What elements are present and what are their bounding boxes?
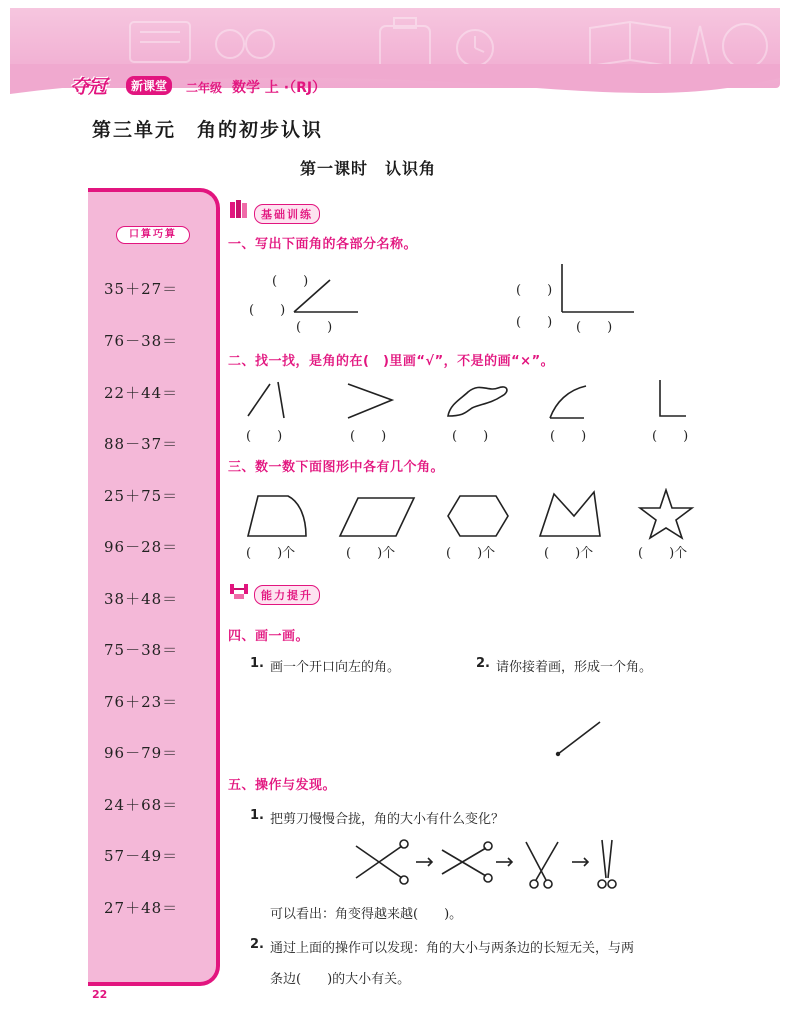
q5-item2-line1: 通过上面的操作可以发现：角的大小与两条边的长短无关，与两 <box>270 941 635 956</box>
question-1-title: 一、写出下面角的各部分名称。 <box>228 237 418 252</box>
question-4-title: 四、画一画。 <box>228 629 310 644</box>
brand-series: 新课堂 <box>126 76 172 95</box>
oral-calculation-tag: 口算巧算 <box>116 226 190 244</box>
q3-blank[interactable]: ( )个 <box>446 546 496 561</box>
grade-label: 二年级 <box>186 81 223 95</box>
q5-item2-line2: 条边( )的大小有关。 <box>270 972 411 987</box>
q3-blank[interactable]: ( )个 <box>246 546 296 561</box>
calc-item: 96－28＝ <box>104 538 179 556</box>
page-number: 22 <box>92 988 108 1001</box>
q1-blank-vertex-2[interactable]: ( ) <box>516 315 553 330</box>
oral-calculation-sidebar <box>88 188 220 986</box>
calc-item: 96－79＝ <box>104 744 179 762</box>
q3-blank[interactable]: ( )个 <box>346 546 396 561</box>
q2-blank[interactable]: ( ) <box>652 429 689 444</box>
page-header <box>10 8 780 108</box>
q4-item1-number: 1. <box>250 656 264 671</box>
calc-item: 57－49＝ <box>104 847 179 865</box>
q2-blank[interactable]: ( ) <box>452 429 489 444</box>
calc-item: 88－37＝ <box>104 435 179 453</box>
calc-item: 24＋68＝ <box>104 796 179 814</box>
calc-item: 25＋75＝ <box>104 487 179 505</box>
q3-blank[interactable]: ( )个 <box>638 546 688 561</box>
basic-training-tag: 基础训练 <box>254 204 320 224</box>
lesson-title: 第一课时 认识角 <box>300 159 437 178</box>
books-icon <box>228 198 250 220</box>
q2-blank[interactable]: ( ) <box>550 429 587 444</box>
q1-blank-vertex-top[interactable]: ( ) <box>272 274 309 289</box>
q1-blank-side-2[interactable]: ( ) <box>516 283 553 298</box>
scissors-sequence <box>350 838 630 892</box>
calc-item: 75－38＝ <box>104 641 179 659</box>
unit-title: 第三单元 角的初步认识 <box>92 119 324 141</box>
q4-item2: 请你接着画，形成一个角。 <box>496 660 653 675</box>
ability-improvement-tag: 能力提升 <box>254 585 320 605</box>
subject-label: 数学 上 ·（RJ） <box>232 80 327 96</box>
question-5-title: 五、操作与发现。 <box>228 778 337 793</box>
brand-name: 夺冠 <box>70 76 107 98</box>
q5-item1: 把剪刀慢慢合拢，角的大小有什么变化？ <box>270 812 505 827</box>
calc-item: 38＋48＝ <box>104 590 179 608</box>
calc-item: 76－38＝ <box>104 332 179 350</box>
q4-item1: 画一个开口向左的角。 <box>270 660 401 675</box>
calc-item: 22＋44＝ <box>104 384 179 402</box>
dumbbell-icon <box>228 578 250 600</box>
calc-item: 27＋48＝ <box>104 899 179 917</box>
question-2-title: 二、找一找，是角的在( )里画“√”，不是的画“×”。 <box>228 354 555 369</box>
q3-blank[interactable]: ( )个 <box>544 546 594 561</box>
q2-blank[interactable]: ( ) <box>246 429 283 444</box>
q4-start-ray <box>552 718 604 760</box>
q2-blank[interactable]: ( ) <box>350 429 387 444</box>
q5-conclusion: 可以看出：角变得越来越( )。 <box>270 907 463 922</box>
q5-item1-number: 1. <box>250 808 264 823</box>
q1-blank-side[interactable]: ( ) <box>296 320 333 335</box>
q5-item2-number: 2. <box>250 937 264 952</box>
calc-item: 76＋23＝ <box>104 693 179 711</box>
q2-shapes <box>240 378 710 426</box>
q1-blank-side-3[interactable]: ( ) <box>576 320 613 335</box>
calc-item: 35＋27＝ <box>104 280 179 298</box>
q3-polygons <box>244 488 704 540</box>
q1-blank-vertex[interactable]: ( ) <box>249 303 286 318</box>
question-3-title: 三、数一数下面图形中各有几个角。 <box>228 460 445 475</box>
q4-item2-number: 2. <box>476 656 490 671</box>
brand-logo <box>70 70 190 104</box>
